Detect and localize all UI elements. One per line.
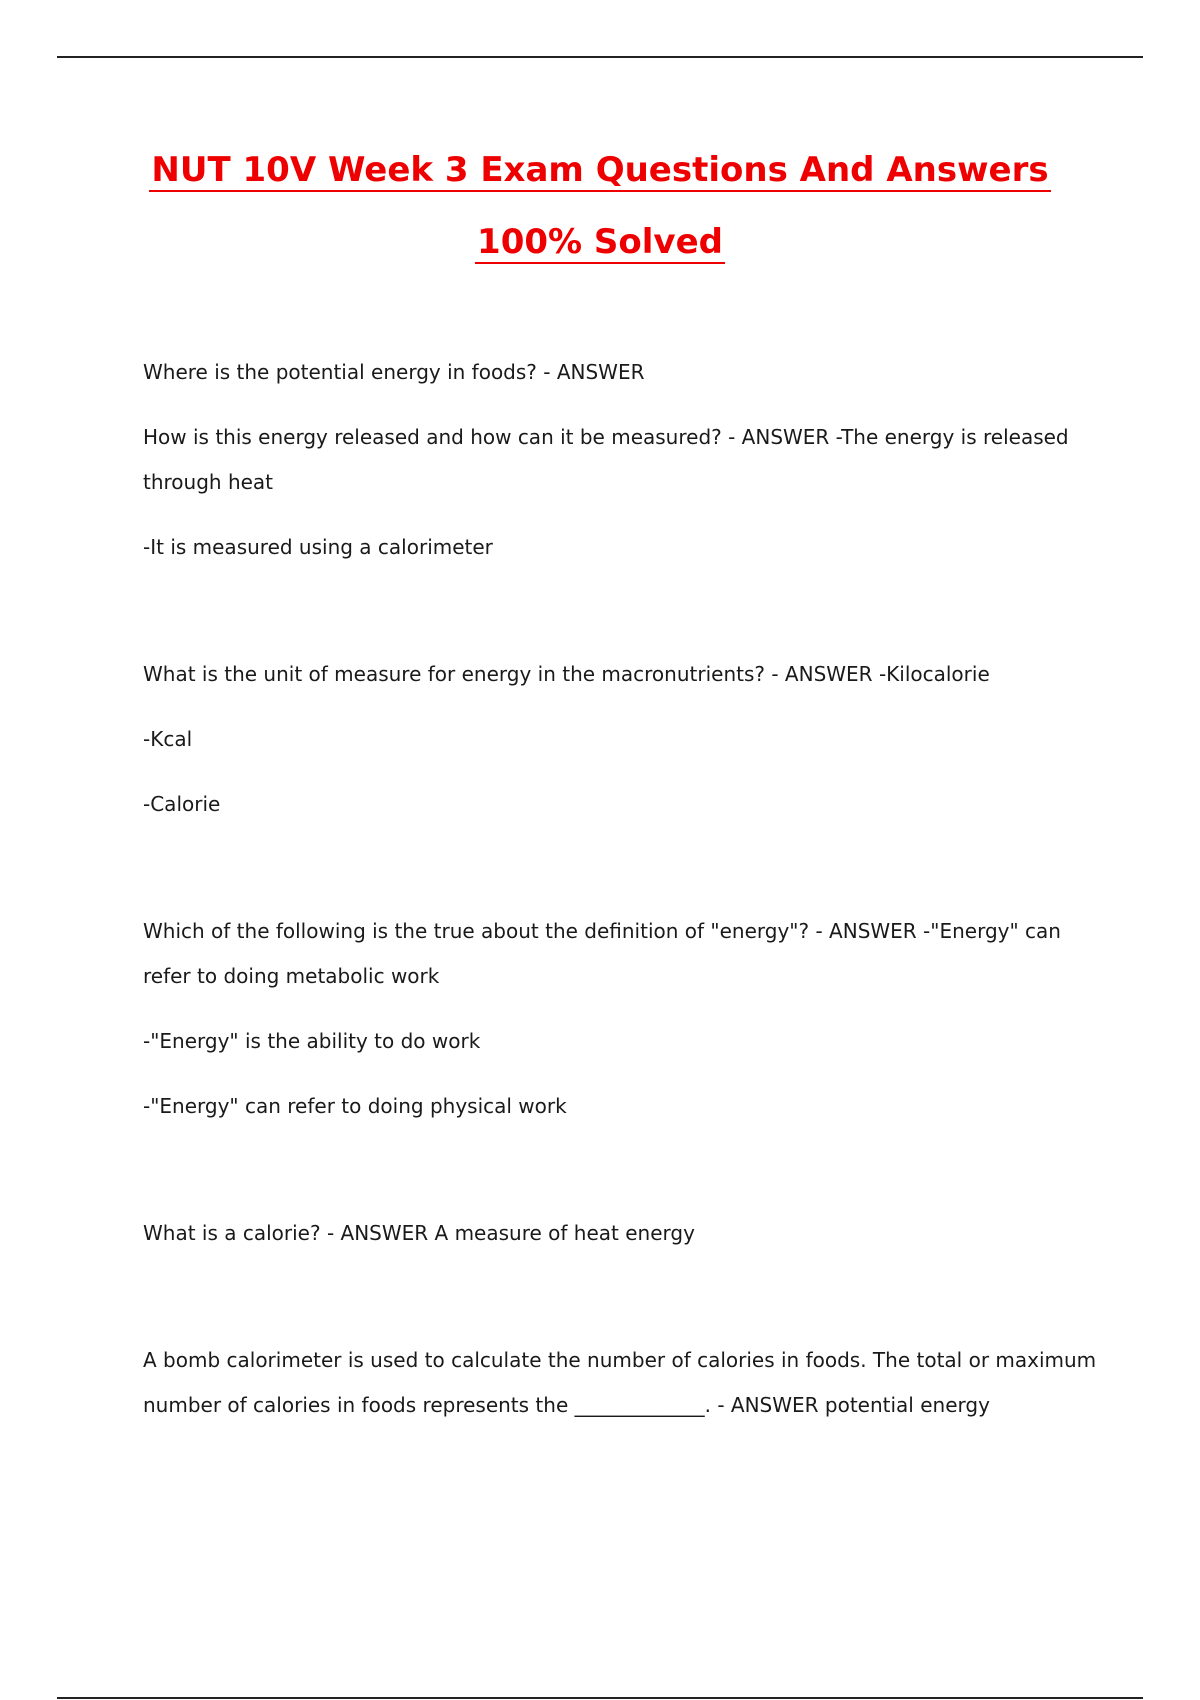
question-paragraph: Where is the potential energy in foods? - ANSWER [143, 360, 645, 384]
block-gap [143, 1149, 1103, 1211]
answer-item: -"Energy" is the ability to do work [143, 1029, 481, 1053]
question-paragraph: A bomb calorimeter is used to calculate the number of calories in foods. The total or maximum number of calories in foods represents the _____________. - ANSWER potential energy [143, 1348, 1097, 1417]
document-body [143, 350, 1103, 1448]
question-paragraph: What is a calorie? - ANSWER A measure of heat energy [143, 1221, 695, 1245]
qa-block-5 [143, 1338, 1103, 1428]
answer-item: -"Energy" can refer to doing physical work [143, 1094, 567, 1118]
block-gap [143, 1276, 1103, 1338]
answer-item: -Calorie [143, 792, 221, 816]
footer-rule [57, 1697, 1143, 1699]
title-line-1: NUT 10V Week 3 Exam Questions And Answers [151, 150, 1049, 190]
qa-block-2 [143, 652, 1103, 827]
answer-item: -Kcal [143, 727, 193, 751]
answer-item: -It is measured using a calorimeter [143, 535, 493, 559]
qa-block-4 [143, 1211, 1103, 1256]
header-rule [57, 56, 1143, 58]
block-gap [143, 590, 1103, 652]
title-line-2: 100% Solved [477, 222, 723, 262]
qa-block-3 [143, 909, 1103, 1129]
question-paragraph: How is this energy released and how can it be measured? - ANSWER -The energy is released through heat [143, 425, 1069, 494]
qa-block-1 [143, 350, 1103, 570]
question-paragraph: What is the unit of measure for energy in the macronutrients? - ANSWER -Kilocalorie [143, 662, 990, 686]
question-paragraph: Which of the following is the true about the definition of "energy"? - ANSWER -"Energy" can refer to doing metabolic work [143, 919, 1061, 988]
block-gap [143, 847, 1103, 909]
document-title [60, 140, 1140, 272]
